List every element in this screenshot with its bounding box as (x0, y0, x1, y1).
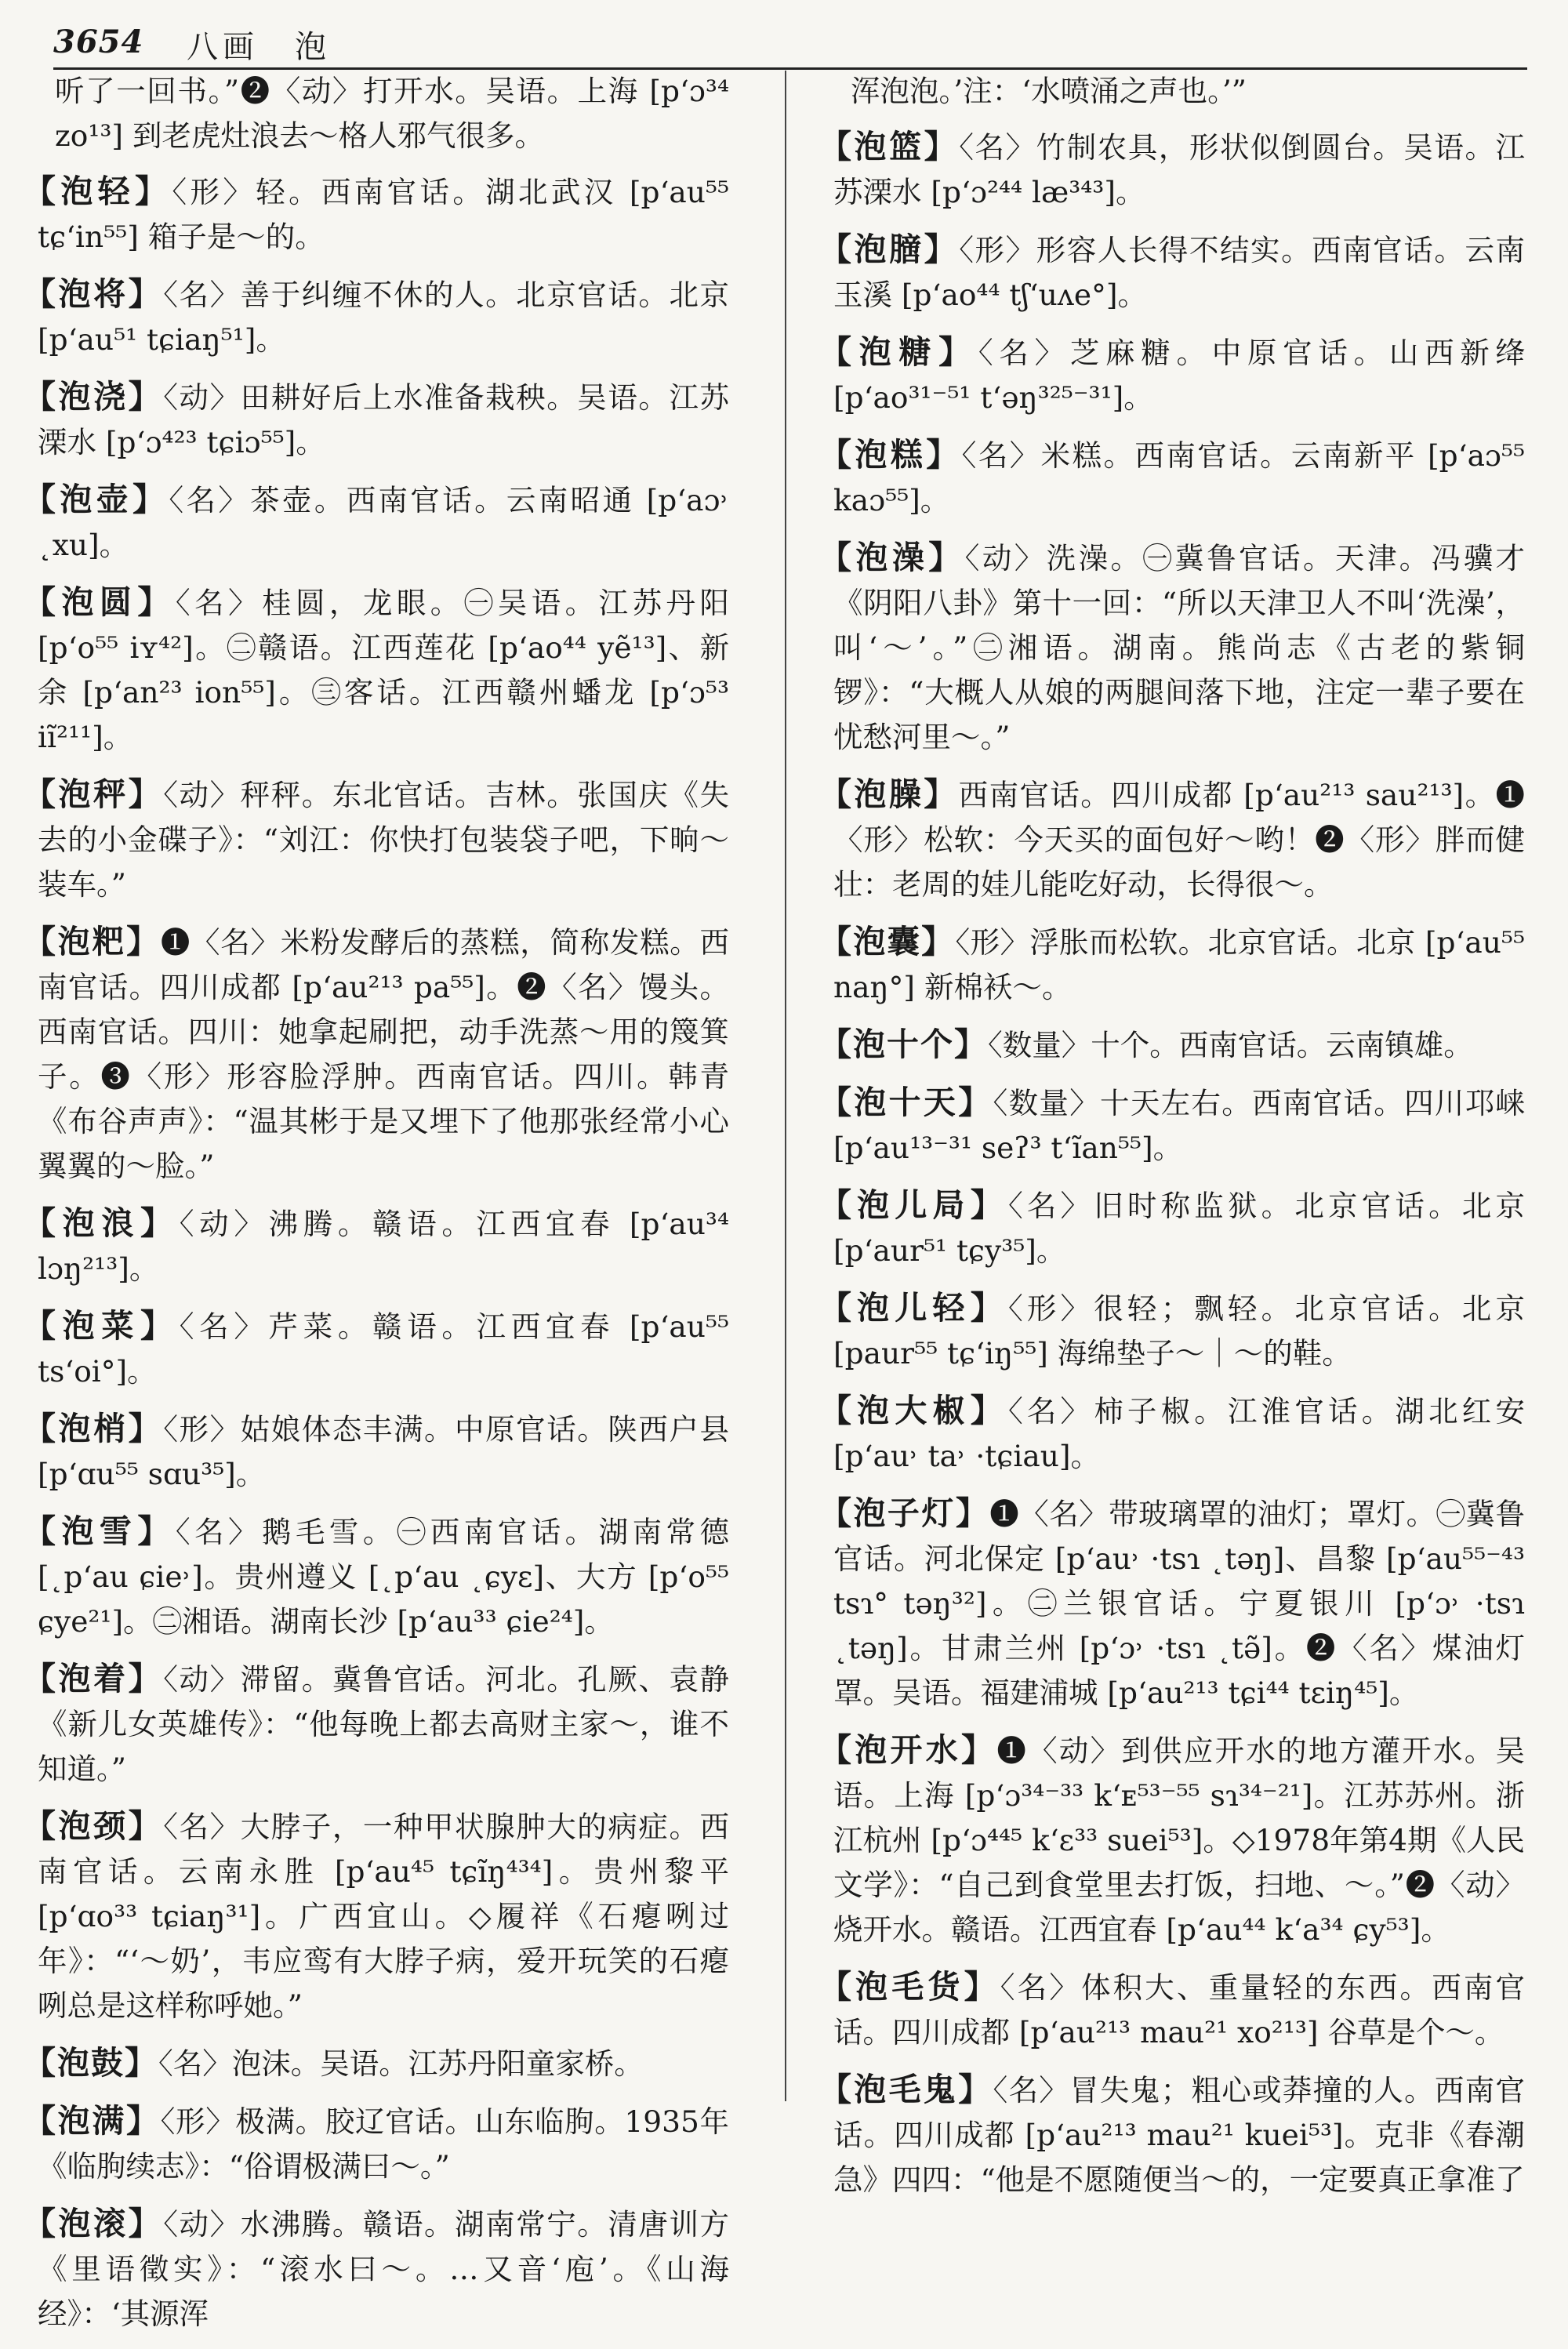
entry-headword: 【泡浇】 (24, 378, 164, 416)
dictionary-entry (24, 1201, 729, 1291)
entry-headword: 【泡滚】 (24, 2205, 164, 2242)
entry-definition: 〈形〉形容人长得不结实。西南官话。云南玉溪 [pʻao⁴⁴ tʃʻuʌe°]。 (833, 233, 1526, 312)
entry-headword: 【泡开水】 (819, 1731, 997, 1769)
column-divider (785, 71, 786, 2101)
dictionary-entry (24, 920, 729, 1189)
dictionary-entry (819, 433, 1525, 523)
entry-definition: 〈数量〉十个。西南官话。云南镇雄。 (988, 1028, 1473, 1062)
entry-definition: 〈动〉秤秤。东北官话。吉林。张国庆《失去的小金碟子》：“刘江：你快打包装袋子吧，下晌～装车。” (38, 778, 730, 902)
entry-headword: 【泡壶】 (24, 481, 169, 518)
entry-headword: 【泡糕】 (819, 436, 962, 474)
entry-headword: 【泡颈】 (24, 1807, 164, 1845)
entry-headword: 【泡梢】 (24, 1410, 164, 1447)
entry-headword: 【泡子灯】 (819, 1494, 990, 1532)
entry-definition: 〈名〉柿子椒。江淮官话。湖北红安 [pʻau˒ ta˒ ·tɕiau]。 (833, 1394, 1525, 1473)
entry-definition: 〈形〉姑娘体态丰满。中原官话。陕西户县 [pʻɑu⁵⁵ sɑu³⁵]。 (38, 1412, 730, 1491)
entry-headword: 【泡毛货】 (819, 1968, 1000, 2006)
entry-headword: 【泡轻】 (24, 172, 172, 210)
dictionary-entry (24, 477, 729, 568)
entry-headword: 【泡大椒】 (819, 1392, 1008, 1429)
dictionary-entry (24, 1509, 729, 1644)
entry-definition: 〈名〉米糕。西南官话。云南新平 [pʻaɔ⁵⁵ kaɔ⁵⁵]。 (833, 438, 1525, 517)
entry-definition: 〈名〉芝麻糖。中原官话。山西新绛 [pʻao³¹⁻⁵¹ tʻəŋ³²⁵⁻³¹]。 (833, 336, 1526, 415)
entry-headword: 【泡毛鬼】 (819, 2071, 993, 2108)
dictionary-entry (819, 1491, 1525, 1715)
dictionary-entry (819, 1022, 1525, 1068)
dictionary-entry (819, 1389, 1525, 1479)
dictionary-entry (24, 2202, 729, 2336)
right-column (819, 69, 1525, 2215)
dictionary-entry (819, 1965, 1525, 2055)
entry-definition: 〈名〉泡沫。吴语。江苏丹阳童家桥。 (158, 2046, 644, 2081)
entry-definition: 听了一回书。”❷〈动〉打开水。吴语。上海 [pʻɔ³⁴ zo¹³] 到老虎灶浪去～格人邪气很多。 (55, 74, 729, 153)
entry-headword: 【泡膪】 (819, 231, 960, 268)
entry-definition: 〈名〉鹅毛雪。㊀西南官话。湖南常德 [˛pʻau ɕie˒]。贵州遵义 [˛pʻau ˛ɕyɛ]、大方 [pʻo⁵⁵ ɕye²¹]。㊁湘语。湖南长沙 [pʻau³³ ɕie²⁴]。 (38, 1515, 730, 1639)
entry-definition: 〈动〉洗澡。㊀冀鲁官话。天津。冯骥才《阴阳八卦》第十一回：“所以天津卫人不叫‘洗澡’，叫‘～’。”㊁湘语。湖南。熊尚志《古老的紫铜锣》：“大概人从娘的两腿间落下地，注定一辈子要在忧愁河里～。” (833, 541, 1526, 754)
entry-definition: 〈形〉很轻；飘轻。北京官话。北京 [paur⁵⁵ tɕʻiŋ⁵⁵] 海绵垫子～｜～的鞋。 (833, 1291, 1525, 1371)
dictionary-entry (819, 536, 1525, 760)
dictionary-entry (819, 2068, 1525, 2202)
entry-definition: 〈名〉桂圆，龙眼。㊀吴语。江苏丹阳 [pʻo⁵⁵ iʏ⁴²]。㊁赣语。江西莲花 [pʻao⁴⁴ yẽ¹³]、新余 [pʻan²³ ion⁵⁵]。㊂客话。江西赣州蟠龙 [pʻɔ⁵³ iĩ²¹¹]。 (38, 586, 730, 754)
entry-definition: 〈名〉茶壶。西南官话。云南昭通 [pʻaɔ˒ ˛xu]。 (38, 483, 730, 562)
entry-headword: 【泡粑】 (24, 923, 161, 960)
dictionary-entry (24, 69, 729, 158)
dictionary-entry (24, 580, 729, 760)
dictionary-entry (819, 125, 1525, 215)
entry-definition: 浑泡泡。’注：‘水喷涌之声也。’” (851, 74, 1247, 108)
dictionary-entry (24, 772, 729, 907)
entry-definition: ❶〈动〉到供应开水的地方灌开水。吴语。上海 [pʻɔ³⁴⁻³³ kʻᴇ⁵³⁻⁵⁵ sɿ³⁴⁻²¹]。江苏苏州。浙江杭州 [pʻɔ⁴⁴⁵ kʻɛ³³ suei⁵³]。◇1978年第4期《人民文学》：“自己到食堂里去打饭，扫地、～。”❷〈动〉烧开水。赣语。江西宜春 [pʻau⁴⁴ kʻa³⁴ ɕy⁵³]。 (833, 1734, 1526, 1947)
entry-definition: 〈名〉大脖子，一种甲状腺肿大的病症。西南官话。云南永胜 [pʻau⁴⁵ tɕĩŋ⁴³⁴]。贵州黎平 [pʻɑo³³ tɕiaŋ³¹]。广西宜山。◇履祥《石瘪咧过年》：“‘～奶’，韦应鸾有大脖子病，爱开玩笑的石瘪咧总是这样称呼她。” (38, 1810, 730, 2023)
entry-definition: 〈形〉极满。胶辽官话。山东临朐。1935年《临朐续志》：“俗谓极满曰～。” (38, 2104, 730, 2184)
page-header (53, 17, 1527, 70)
entry-definition: 〈名〉芹菜。赣语。江西宜春 [pʻau⁵⁵ tsʻoi°]。 (38, 1309, 729, 1389)
dictionary-entry (819, 1728, 1525, 1952)
entry-headword: 【泡十个】 (819, 1026, 988, 1063)
entry-definition: 〈动〉田耕好后上水准备栽秧。吴语。江苏溧水 [pʻɔ⁴²³ tɕiɔ⁵⁵]。 (38, 380, 730, 459)
entry-definition: 〈名〉冒失鬼；粗心或莽撞的人。西南官话。四川成都 [pʻau²¹³ mau²¹ kuei⁵³]。克非《春潮急》四四：“他是不愿随便当～的，一定要真正拿准了 (833, 2073, 1526, 2197)
entry-definition: 〈数量〉十天左右。西南官话。四川邛崃 [pʻau¹³⁻³¹ seʔ³ tʻĩan⁵⁵]。 (833, 1086, 1526, 1165)
entry-headword: 【泡篮】 (819, 128, 960, 165)
dictionary-entry (24, 1804, 729, 2028)
entry-definition: 〈名〉体积大、重量轻的东西。西南官话。四川成都 [pʻau²¹³ mau²¹ xo²¹³] 谷草是个～。 (833, 1970, 1526, 2049)
entry-definition: 〈动〉水沸腾。赣语。湖南常宁。清唐训方《里语徵实》：“滚水曰～。…又音‘庖’。《山海经》：‘其源浑 (38, 2207, 730, 2331)
dictionary-entry (24, 169, 729, 260)
dictionary-entry (24, 375, 729, 465)
dictionary-entry (819, 772, 1525, 907)
entry-headword: 【泡鼓】 (24, 2044, 158, 2082)
dictionary-entry (24, 1407, 729, 1497)
entry-headword: 【泡秤】 (24, 775, 164, 813)
entry-headword: 【泡臊】 (819, 775, 959, 813)
dictionary-entry (24, 2041, 729, 2086)
section-title: 八画 泡 (187, 29, 331, 65)
dictionary-entry (819, 1183, 1525, 1273)
entry-headword: 【泡澡】 (819, 539, 965, 576)
entry-definition: 〈名〉竹制农具，形状似倒圆台。吴语。江苏溧水 [pʻɔ²⁴⁴ læ³⁴³]。 (833, 130, 1526, 209)
entry-definition: 〈形〉浮胀而松软。北京官话。北京 [pʻau⁵⁵ naŋ°] 新棉袄～。 (833, 925, 1525, 1004)
dictionary-entry (819, 1286, 1525, 1376)
entry-headword: 【泡儿轻】 (819, 1289, 1008, 1327)
dictionary-entry (24, 272, 729, 362)
page-number: 3654 (53, 24, 144, 60)
dictionary-entry (819, 330, 1525, 420)
entry-headword: 【泡十天】 (819, 1084, 993, 1121)
entry-definition: 〈名〉善于纠缠不休的人。北京官话。北京 [pʻau⁵¹ tɕiaŋ⁵¹]。 (38, 278, 730, 357)
entry-headword: 【泡着】 (24, 1660, 164, 1697)
dictionary-entry (24, 2099, 729, 2189)
entry-definition: ❶〈名〉米粉发酵后的蒸糕，简称发糕。西南官话。四川成都 [pʻau²¹³ pa⁵⁵]。❷〈名〉馒头。西南官话。四川：她拿起刷把，动手洗蒸～用的篾箕子。❸〈形〉形容脸浮肿。西南官话。四川。韩青《布谷声声》：“温其彬于是又埋下了他那张经常小心翼翼的～脸。” (38, 925, 730, 1183)
dictionary-entry (819, 920, 1525, 1010)
entry-definition: ❶〈名〉带玻璃罩的油灯；罩灯。㊀冀鲁官话。河北保定 [pʻau˒ ·tsɿ ˛təŋ]、昌黎 [pʻau⁵⁵⁻⁴³ tsɿ° təŋ³²]。㊁兰银官话。宁夏银川 [pʻɔ˒ ·tsɿ ˛təŋ]。甘肃兰州 [pʻɔ˒ ·tsɿ ˛tə̃]。❷〈名〉煤油灯罩。吴语。福建浦城 [pʻau²¹³ tɕi⁴⁴ tɛiŋ⁴⁵]。 (833, 1497, 1526, 1710)
entry-headword: 【泡圆】 (24, 583, 176, 621)
entry-headword: 【泡雪】 (24, 1512, 176, 1550)
entry-definition: 〈动〉沸腾。赣语。江西宜春 [pʻau³⁴ lɔŋ²¹³]。 (38, 1207, 729, 1286)
dictionary-entry (24, 1657, 729, 1792)
dictionary-entry (819, 69, 1525, 114)
entry-headword: 【泡儿局】 (819, 1186, 1008, 1224)
entry-definition: 〈形〉轻。西南官话。湖北武汉 [pʻau⁵⁵ tɕʻin⁵⁵] 箱子是～的。 (38, 175, 730, 254)
entry-headword: 【泡浪】 (24, 1204, 180, 1242)
entry-headword: 【泡满】 (24, 2102, 161, 2140)
left-column (24, 69, 729, 2349)
entry-headword: 【泡菜】 (24, 1307, 180, 1345)
entry-definition: 西南官话。四川成都 [pʻau²¹³ sau²¹³]。❶〈形〉松软：今天买的面包好～哟！❷〈形〉胖而健壮：老周的娃儿能吃好动，长得很～。 (833, 778, 1525, 902)
dictionary-entry (24, 1304, 729, 1394)
entry-definition: 〈动〉滞留。冀鲁官话。河北。孔厥、袁静《新儿女英雄传》：“他每晚上都去高财主家～，谁不知道。” (38, 1662, 730, 1786)
entry-headword: 【泡糖】 (819, 333, 978, 371)
entry-definition: 〈名〉旧时称监狱。北京官话。北京 [pʻaur⁵¹ tɕy³⁵]。 (833, 1189, 1525, 1268)
entry-headword: 【泡囊】 (819, 923, 956, 960)
dictionary-entry (819, 227, 1525, 318)
entry-headword: 【泡将】 (24, 275, 164, 313)
dictionary-entry (819, 1080, 1525, 1171)
